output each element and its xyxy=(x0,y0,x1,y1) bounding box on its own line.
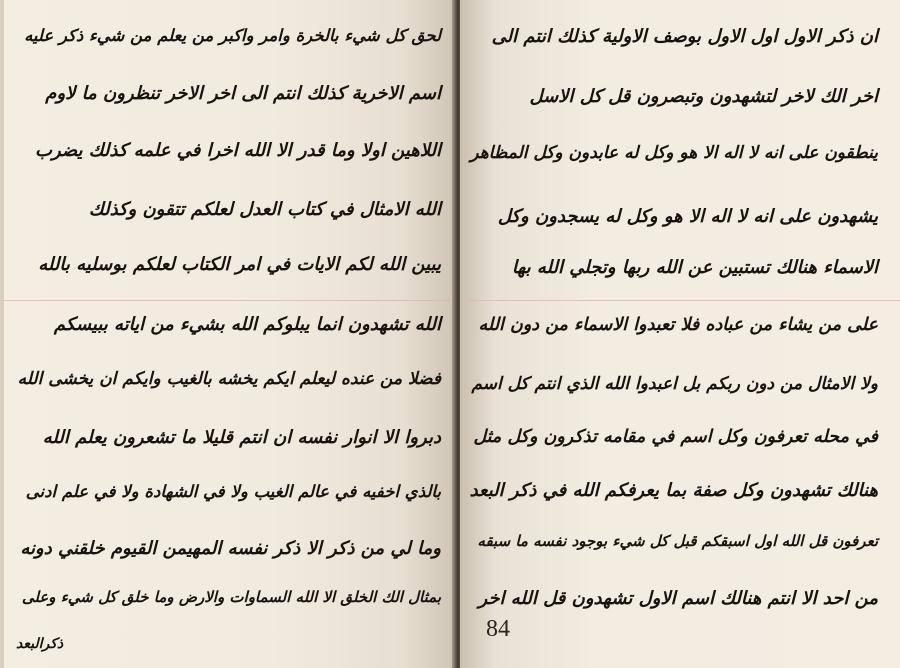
manuscript-line: يبين الله لكم الايات في امر الكتاب لعلكم بوسليه بالله xyxy=(38,254,441,275)
page-edge xyxy=(0,0,4,668)
manuscript-line: هنالك تشهدون وكل صفة بما يعرفكم الله في ذكر البعد xyxy=(469,480,878,501)
manuscript-line: اسم الاخرية كذلك انتم الى اخر الاخر تنظرون ما لاوم xyxy=(45,83,441,104)
manuscript-line: وما لي من ذكر الا ذكر نفسه المهيمن القيوم خلقني دونه xyxy=(20,538,441,559)
manuscript-line: ان ذكر الاول اول الاول بوصف الاولية كذلك انتم الى xyxy=(491,26,878,47)
catchword: ذكرالبعد xyxy=(16,636,64,652)
right-page xyxy=(460,0,900,668)
margin-rule xyxy=(468,300,900,301)
manuscript-line: في محله تعرفون وكل اسم في مقامه تذكرون وكل مثل xyxy=(473,427,878,447)
page-number: 84 xyxy=(486,616,510,642)
manuscript-line: بمثال الك الخلق الا الله السماوات والارض وما خلق كل شيء وعلى xyxy=(21,588,441,606)
manuscript-line: تعرفون قل الله اول اسبقكم قبل كل شيء بوجود نفسه ما سبقه xyxy=(477,532,878,550)
manuscript-line: الله تشهدون انما يبلوكم الله بشيء من اياته ببيسكم xyxy=(53,314,441,335)
manuscript-line: اخر الك لاخر لتشهدون وتبصرون قل كل الاسل xyxy=(529,86,878,107)
manuscript-line: الله الامثال في كتاب العدل لعلكم تتقون وكذلك xyxy=(88,199,441,220)
manuscript-line: ولا الامثال من دون ربكم بل اعبدوا الله الذي انتم كل اسم xyxy=(471,374,878,394)
manuscript-line: ينطقون على انه لا اله الا هو وكل له عابدون وكل المظاهر xyxy=(470,143,878,163)
manuscript-line: من احد الا انتم هنالك اسم الاول تشهدون قل الله اخر xyxy=(478,588,878,609)
margin-rule xyxy=(4,300,452,301)
manuscript-line: اللاهين اولا وما قدر الا الله اخرا في علمه كذلك يضرب xyxy=(35,140,441,161)
manuscript-line: لحق كل شيء بالخرة وامر واكبر من يعلم من شيء ذكر عليه xyxy=(24,26,441,45)
manuscript-line: على من يشاء من عباده فلا تعبدوا الاسماء من دون الله xyxy=(478,315,878,335)
manuscript-line: الاسماء هنالك تستبين عن الله ربها وتجلي الله بها xyxy=(511,257,878,278)
manuscript-line: دبروا الا انوار نفسه ان انتم قليلا ما تشعرون يعلم الله xyxy=(42,427,441,448)
manuscript-line: بالذي اخفيه في عالم الغيب ولا في الشهادة ولا في علم ادنى xyxy=(25,482,441,501)
manuscript-line: فضلا من عنده ليعلم ايكم يخشه بالغيب وايكم ان يخشى الله xyxy=(17,369,441,389)
manuscript-line: يشهدون على انه لا اله الا هو وكل له يسجدون وكل xyxy=(497,206,878,227)
